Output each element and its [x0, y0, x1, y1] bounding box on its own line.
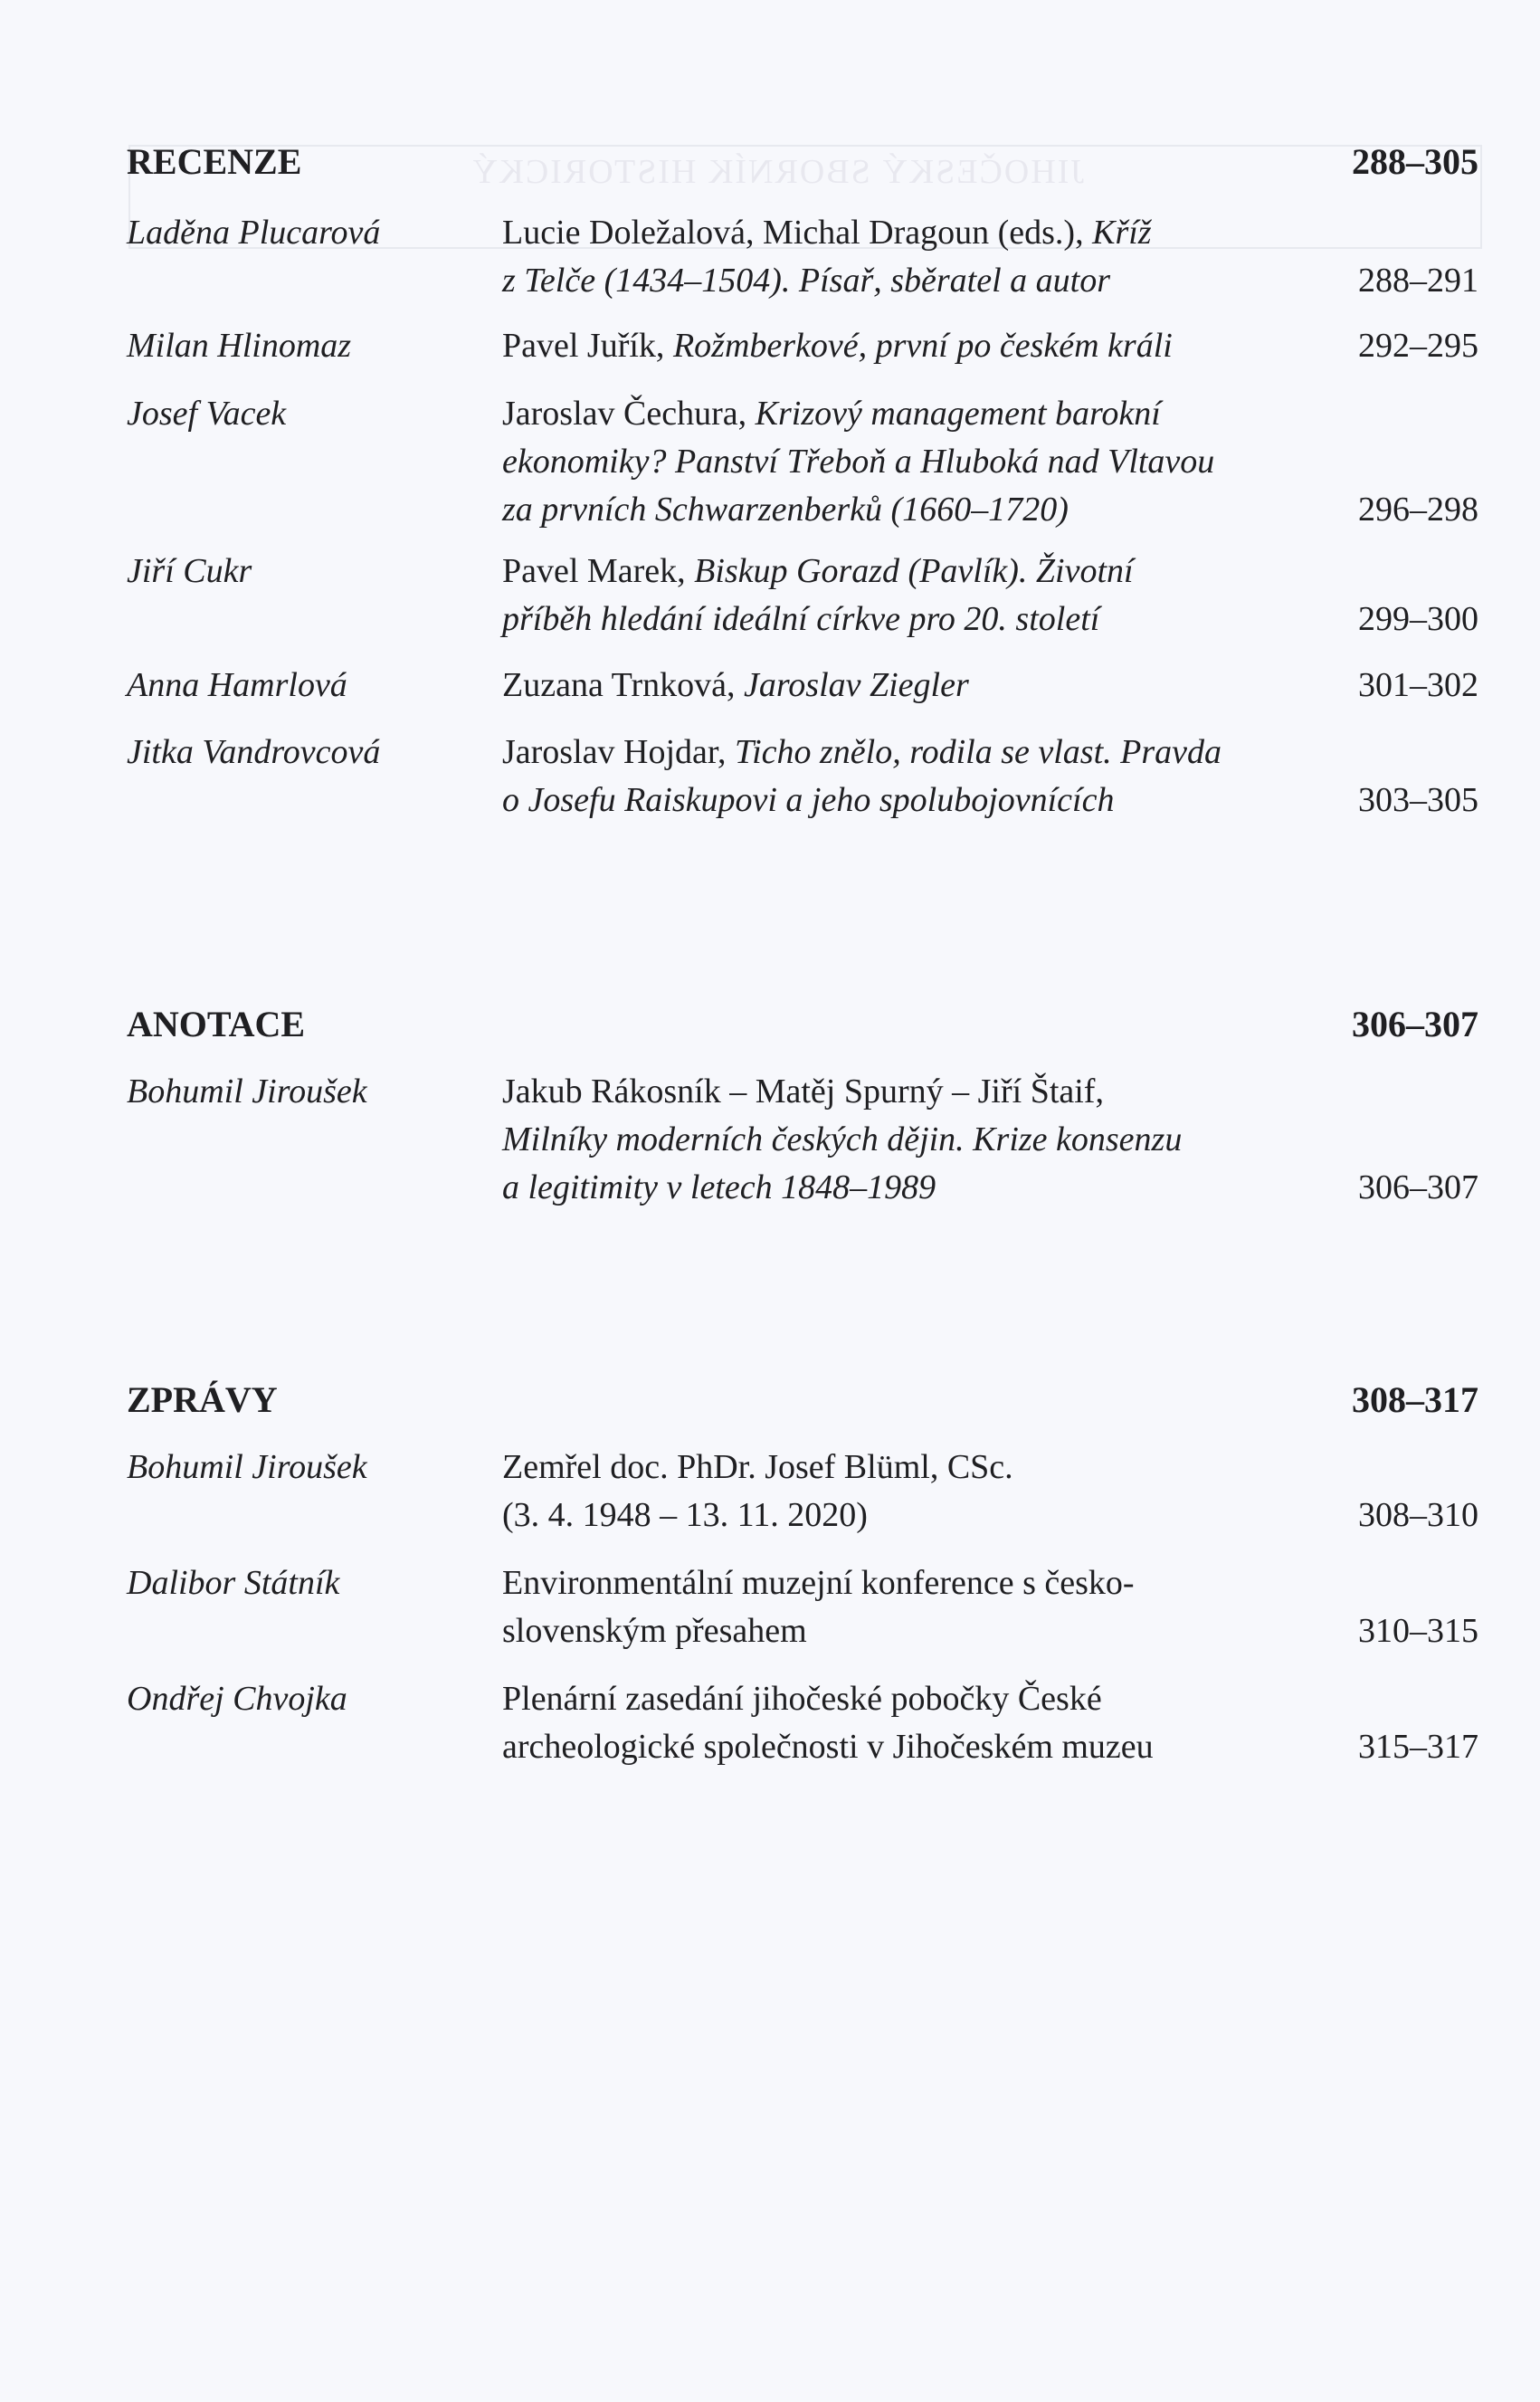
title-italic-segment: Krizový management barokní: [755, 395, 1161, 433]
section-title: RECENZE: [127, 141, 302, 182]
title-roman-segment: Jaroslav Hojdar,: [502, 733, 736, 771]
entry-title-line: [502, 329, 1173, 363]
entry-pages: 308–310: [1358, 1496, 1478, 1534]
entry-title-line: [502, 602, 1099, 636]
entry-title-line: [502, 1614, 807, 1648]
entry-pages: 310–315: [1358, 1612, 1478, 1650]
entry-pages: 299–300: [1358, 600, 1478, 638]
title-roman-segment: slovenským přesahem: [502, 1612, 807, 1650]
title-roman-segment: Zemřel doc. PhDr. Josef Blüml, CSc.: [502, 1448, 1013, 1486]
entry-pages: 301–302: [1358, 666, 1478, 704]
entry-pages: 303–305: [1358, 781, 1478, 819]
entry-author: Bohumil Jiroušek: [127, 1072, 367, 1110]
title-italic-segment: ekonomiky? Panství Třeboň a Hluboká nad Vltavou: [502, 443, 1215, 481]
entry-title-line: [502, 1498, 868, 1532]
title-roman-segment: Environmentální muzejní konference s česko-: [502, 1564, 1135, 1602]
title-roman-segment: Jaroslav Čechura,: [502, 395, 756, 433]
section-page-range: 306–307: [1352, 1004, 1478, 1044]
entry-title-line: [502, 1074, 1104, 1109]
entry-pages: 288–291: [1358, 262, 1478, 300]
title-italic-segment: a legitimity v letech 1848–1989: [502, 1168, 936, 1206]
title-italic-segment: Ticho znělo, rodila se vlast. Pravda: [735, 733, 1222, 771]
section-page-range: 288–305: [1352, 141, 1478, 182]
title-italic-segment: Rožmberkové, první po českém králi: [672, 327, 1173, 365]
entry-pages: 296–298: [1358, 491, 1478, 529]
entry-author: Anna Hamrlová: [127, 666, 347, 704]
entry-author: Milan Hlinomaz: [127, 327, 352, 365]
title-roman-segment: Jakub Rákosník – Matěj Spurný – Jiří Štaif,: [502, 1072, 1104, 1110]
entry-title-line: [502, 1730, 1154, 1764]
entry-pages: 292–295: [1358, 327, 1478, 365]
title-italic-segment: Kříž: [1092, 214, 1152, 252]
title-italic-segment: Milníky moderních českých dějin. Krize konsenzu: [502, 1120, 1183, 1158]
entry-pages: 315–317: [1358, 1728, 1478, 1766]
entry-author: Jiří Cukr: [127, 552, 252, 590]
entry-author: Bohumil Jiroušek: [127, 1448, 367, 1486]
entry-author: Dalibor Státník: [127, 1564, 340, 1602]
entry-title-line: [502, 1682, 1102, 1716]
entry-title-line: [502, 396, 1161, 431]
entry-title-line: [502, 554, 1134, 588]
entry-title-line: [502, 1170, 936, 1205]
title-italic-segment: Jaroslav Ziegler: [744, 666, 969, 704]
title-italic-segment: z Telče (1434–1504). Písař, sběratel a autor: [502, 262, 1111, 300]
title-roman-segment: Zuzana Trnková,: [502, 666, 745, 704]
title-italic-segment: o Josefu Raiskupovi a jeho spolubojovnících: [502, 781, 1115, 819]
entry-title-line: [502, 492, 1069, 527]
title-roman-segment: Pavel Marek,: [502, 552, 695, 590]
entry-title-line: [502, 783, 1114, 817]
title-roman-segment: (3. 4. 1948 – 13. 11. 2020): [502, 1496, 868, 1534]
entry-pages: 306–307: [1358, 1168, 1478, 1206]
title-roman-segment: archeologické společnosti v Jihočeském muzeu: [502, 1728, 1154, 1766]
title-italic-segment: Biskup Gorazd (Pavlík). Životní: [694, 552, 1134, 590]
entry-title-line: [502, 668, 969, 702]
title-roman-segment: Plenární zasedání jihočeské pobočky České: [502, 1680, 1102, 1718]
entry-title-line: [502, 1566, 1135, 1600]
entry-author: Jitka Vandrovcová: [127, 733, 381, 771]
entry-author: Ondřej Chvojka: [127, 1680, 347, 1718]
entry-author: Josef Vacek: [127, 395, 287, 433]
title-roman-segment: Lucie Doležalová, Michal Dragoun (eds.),: [502, 214, 1093, 252]
entry-title-line: [502, 1450, 1013, 1484]
section-title: ANOTACE: [127, 1004, 306, 1044]
entry-title-line: [502, 735, 1222, 769]
section-page-range: 308–317: [1352, 1379, 1478, 1420]
entry-title-line: [502, 215, 1152, 250]
title-roman-segment: Pavel Juřík,: [502, 327, 673, 365]
entry-title-line: [502, 1122, 1182, 1157]
entry-title-line: [502, 444, 1214, 479]
section-title: ZPRÁVY: [127, 1379, 278, 1420]
entry-title-line: [502, 263, 1110, 298]
bleed-through-header: JIHOČESKÝ SBORNÍK HISTORICKÝ: [471, 153, 1085, 191]
title-italic-segment: příběh hledání ideální církve pro 20. století: [502, 600, 1100, 638]
title-italic-segment: za prvních Schwarzenberků (1660–1720): [502, 491, 1069, 529]
entry-author: Laděna Plucarová: [127, 214, 381, 252]
